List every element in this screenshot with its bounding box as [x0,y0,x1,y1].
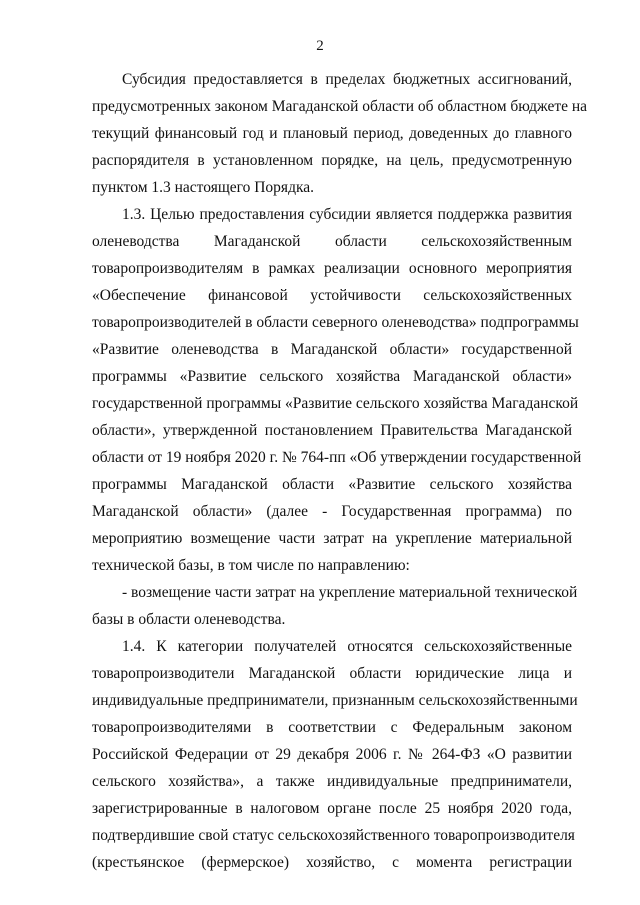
text-line: товаропроизводителей в области северного оленеводства» подпрограммы [92,314,579,331]
text-line: - возмещение части затрат на укрепление материальной технической [122,584,578,601]
paragraph [92,66,588,201]
text-line: (крестьянское (фермерское) хозяйство, с момента регистрации [92,854,572,871]
text-line: подтвердившие свой статус сельскохозяйственного товаропроизводителя [92,827,575,844]
text-line: пунктом 1.3 настоящего Порядка. [92,179,315,196]
text-line: 1.4. К категории получателей относятся сельскохозяйственные [122,638,572,655]
text-line: текущий финансовый год и плановый период, доведенных до главного [92,125,572,142]
text-line: базы в области оленеводства. [92,611,286,628]
text-line: сельского хозяйства», а также индивидуальные предприниматели, [92,773,572,790]
paragraph [92,633,578,876]
text-line: Магаданской области» (далее - Государственная программа) по [92,503,572,520]
text-line: технической базы, в том числе по направлению: [92,557,410,574]
text-line: товаропроизводители Магаданской области юридические лица и [92,665,572,682]
text-line: распорядителя в установленном порядке, на цель, предусмотренную [92,152,572,169]
text-line: программы Магаданской области «Развитие сельского хозяйства [92,476,572,493]
text-line: программы «Развитие сельского хозяйства Магаданской области» [92,368,572,385]
paragraph [92,201,582,579]
text-line: «Обеспечение финансовой устойчивости сельскохозяйственных [92,287,572,304]
text-line: области», утвержденной постановлением Правительства Магаданской [92,422,572,439]
text-line: Субсидия предоставляется в пределах бюджетных ассигнований, [122,71,572,88]
text-line: зарегистрированные в налоговом органе после 25 ноября 2020 года, [92,800,572,817]
text-line: «Развитие оленеводства в Магаданской области» государственной [92,341,572,358]
text-line: мероприятию возмещение части затрат на укрепление материальной [92,530,572,547]
text-line: 1.3. Целью предоставления субсидии является поддержка развития [122,206,572,223]
text-line: Российской Федерации от 29 декабря 2006 г. № 264-ФЗ «О развитии [92,746,572,763]
text-line: товаропроизводителям в рамках реализации основного мероприятия [92,260,572,277]
page-number: 2 [316,38,324,54]
paragraph [92,579,578,633]
text-line: области от 19 ноября 2020 г. № 764-пп «Об утверждении государственной [92,449,582,466]
text-line: оленеводства Магаданской области сельскохозяйственным [92,233,572,250]
document-body [92,66,588,876]
text-line: товаропроизводителями в соответствии с Федеральным законом [92,719,572,736]
text-line: индивидуальные предприниматели, признанным сельскохозяйственными [92,692,578,709]
text-line: государственной программы «Развитие сельского хозяйства Магаданской [92,395,579,412]
text-line: предусмотренных законом Магаданской области об областном бюджете на [92,98,588,115]
